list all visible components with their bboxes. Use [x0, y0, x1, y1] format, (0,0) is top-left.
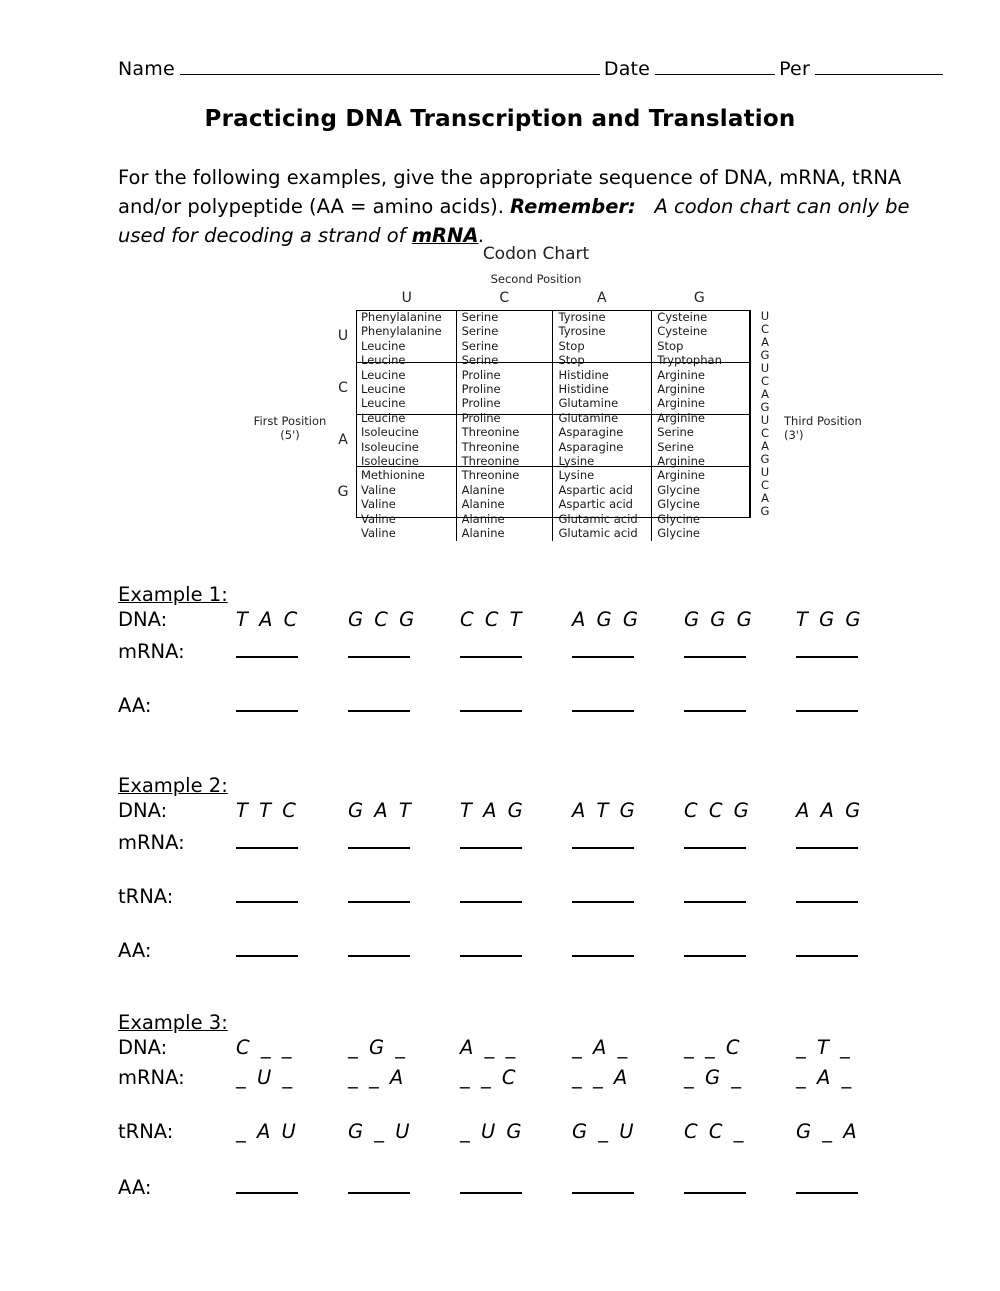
example-block [118, 1011, 908, 1228]
third-position-letter: C [760, 322, 770, 336]
second-position-label: Second Position [490, 272, 582, 286]
codon-chart-cell: Aspartic acid [553, 497, 652, 511]
third-position-letter: U [760, 413, 770, 427]
codon-chart-cell: Serine [652, 425, 750, 439]
codon-chart-cell: Glycine [652, 526, 750, 540]
codon-chart-cell: Glycine [652, 512, 750, 526]
col-head-c: C [499, 290, 510, 306]
codon-chart-cell: Glycine [652, 483, 750, 497]
codon-chart-cell: Alanine [456, 483, 553, 497]
sequence-codon: C _ _ [236, 1036, 295, 1059]
answer-blank[interactable] [348, 937, 460, 957]
codon-chart-cell: Phenylalanine [361, 324, 442, 339]
codon-chart-cell: Proline [456, 382, 553, 396]
codon-chart-cell: Isoleucine [361, 425, 419, 440]
codon-chart-cell: Asparagine [553, 440, 652, 454]
mrna-emphasis: mRNA [411, 224, 479, 247]
codon-chart-row [356, 382, 750, 396]
codon-chart-cell: Leucine [361, 382, 406, 397]
example-heading: Example 1: [118, 583, 228, 606]
codon-chart-cell: Valine [361, 526, 396, 541]
third-position-letter: G [760, 504, 770, 518]
sequence-codon: _ A _ [796, 1066, 854, 1089]
third-position-letter: A [761, 335, 769, 349]
codon-chart-cell: Stop [652, 339, 750, 353]
third-position-letter: U [760, 465, 770, 479]
sequence-row-label: DNA: [118, 799, 168, 822]
sequence-codon: T A G [460, 799, 526, 822]
sequence-codon: C C T [460, 608, 525, 631]
codon-chart-cell: Leucine [361, 367, 406, 382]
codon-chart-cell: Leucine [361, 353, 406, 368]
sequence-codon: C C G [684, 799, 752, 822]
sequence-codon: G _ U [572, 1120, 637, 1143]
answer-blank[interactable] [460, 883, 572, 903]
sequence-row-label: DNA: [118, 608, 168, 631]
codon-chart-table [356, 310, 750, 541]
codon-chart-divider-1 [356, 362, 750, 363]
sequence-codon: _ U G [460, 1120, 525, 1143]
codon-chart-cell: Threonine [456, 468, 553, 482]
codon-chart-cell: Arginine [652, 382, 750, 396]
sequence-row [118, 638, 908, 692]
codon-chart-cell: Arginine [652, 454, 750, 468]
sequence-codon: A G G [572, 608, 641, 631]
sequence-codon: T G G [796, 608, 864, 631]
codon-chart-title: Codon Chart [482, 244, 590, 264]
example-heading: Example 2: [118, 774, 228, 797]
answer-blank[interactable] [796, 692, 908, 712]
row-head-g: G [337, 484, 349, 500]
answer-blank[interactable] [572, 829, 684, 849]
codon-chart-cell: Arginine [652, 411, 750, 425]
sequence-cells [236, 1120, 908, 1143]
codon-chart-cell: Tyrosine [553, 310, 652, 324]
codon-chart-cell: Serine [456, 310, 553, 324]
codon-chart-body [356, 310, 750, 541]
sequence-cells [236, 883, 908, 903]
sequence-row [118, 608, 908, 638]
sequence-codon: _ A U [236, 1120, 299, 1143]
answer-blank[interactable] [348, 692, 460, 712]
codon-chart-cell: Glycine [652, 497, 750, 511]
name-input-rule[interactable] [180, 73, 600, 75]
third-position-letter: G [760, 348, 770, 362]
third-position-letter: A [761, 491, 769, 505]
third-position-letter: A [761, 387, 769, 401]
third-position-label [784, 414, 894, 442]
row-head-u: U [337, 328, 349, 344]
sequence-codon: _ _ A [348, 1066, 406, 1089]
sequence-row-label: mRNA: [118, 831, 185, 854]
sequence-codon: G _ A [796, 1120, 860, 1143]
codon-chart-cell: Arginine [652, 396, 750, 410]
codon-chart-cell: Cysteine [652, 310, 750, 324]
answer-blank[interactable] [796, 883, 908, 903]
sequence-cells [236, 937, 908, 957]
codon-chart-cell: Alanine [456, 526, 553, 540]
sequence-cells [236, 829, 908, 849]
sequence-row-label: tRNA: [118, 1120, 174, 1143]
sequence-codon: _ G _ [348, 1036, 408, 1059]
date-label: Date [603, 58, 651, 80]
sequence-codon: _ _ C [460, 1066, 519, 1089]
third-position-letter: U [760, 309, 770, 323]
sequence-codon: _ T _ [796, 1036, 853, 1059]
sequence-row-label: tRNA: [118, 885, 174, 908]
sequence-row [118, 1174, 908, 1228]
codon-chart-row [356, 440, 750, 454]
sequence-row [118, 1036, 908, 1066]
sequence-cells [236, 1174, 908, 1194]
codon-chart-row [356, 512, 750, 526]
codon-chart-cell: Threonine [456, 425, 553, 439]
codon-chart-cell: Glutamic acid [553, 512, 652, 526]
sequence-codon: T T C [236, 799, 299, 822]
sequence-codon: T A C [236, 608, 300, 631]
answer-blank[interactable] [348, 638, 460, 658]
answer-blank[interactable] [684, 937, 796, 957]
codon-chart-cell: Histidine [553, 382, 652, 396]
sequence-codon: G G G [684, 608, 755, 631]
first-position-label [236, 414, 344, 442]
col-head-g: G [693, 290, 705, 306]
third-position-sub: (3') [784, 428, 804, 442]
sequence-row-label: mRNA: [118, 1066, 185, 1089]
codon-chart-cell: Lysine [553, 454, 652, 468]
example-block [118, 583, 908, 746]
col-head-u: U [401, 290, 412, 306]
codon-chart-cell: Arginine [652, 368, 750, 382]
codon-chart-cell: Serine [652, 440, 750, 454]
answer-blank[interactable] [236, 829, 348, 849]
sequence-row-label: AA: [118, 1176, 152, 1199]
per-label: Per [779, 58, 810, 80]
instructions-period: . [478, 224, 485, 247]
codon-chart-cell: Proline [456, 411, 553, 425]
codon-chart-cell: Alanine [456, 497, 553, 511]
codon-chart-cell: Proline [456, 368, 553, 382]
answer-blank[interactable] [796, 638, 908, 658]
answer-blank[interactable] [572, 638, 684, 658]
sequence-cells [236, 608, 908, 631]
third-position-letter: A [761, 439, 769, 453]
codon-chart-cell: Glutamine [553, 411, 652, 425]
sequence-codon: _ A _ [572, 1036, 630, 1059]
codon-chart-cell: Isoleucine [361, 454, 419, 469]
answer-blank[interactable] [460, 1174, 572, 1194]
sequence-codon: G C G [348, 608, 417, 631]
answer-blank[interactable] [684, 829, 796, 849]
answer-blank[interactable] [796, 829, 908, 849]
sequence-codon: G A T [348, 799, 414, 822]
codon-chart-cell: Histidine [553, 368, 652, 382]
instructions-paragraph [118, 163, 942, 250]
answer-blank[interactable] [236, 1174, 348, 1194]
sequence-codon: A _ _ [460, 1036, 518, 1059]
answer-blank[interactable] [684, 883, 796, 903]
sequence-codon: _ G _ [684, 1066, 744, 1089]
sequence-row-label: AA: [118, 939, 152, 962]
answer-blank[interactable] [236, 692, 348, 712]
codon-chart-row [356, 411, 750, 425]
third-position-letter: C [760, 374, 770, 388]
answer-blank[interactable] [460, 692, 572, 712]
answer-blank[interactable] [572, 692, 684, 712]
codon-chart-cell: Leucine [361, 338, 406, 353]
remember-label: Remember: [510, 195, 636, 218]
name-label: Name [118, 58, 175, 80]
first-position-headers [332, 310, 354, 518]
codon-chart-cell: Glutamine [553, 396, 652, 410]
answer-blank[interactable] [684, 692, 796, 712]
third-position-letter: G [760, 400, 770, 414]
first-position-sub: (5') [280, 428, 300, 442]
answer-blank[interactable] [796, 1174, 908, 1194]
codon-chart-row [356, 497, 750, 511]
sequence-row [118, 829, 908, 883]
codon-chart-row [356, 468, 750, 482]
sequence-cells [236, 638, 908, 658]
codon-chart-row [356, 339, 750, 353]
third-position-letter: C [760, 478, 770, 492]
codon-chart-divider-2 [356, 414, 750, 415]
second-position-headers [358, 290, 748, 306]
codon-chart-cell: Valine [361, 482, 396, 497]
answer-blank[interactable] [348, 883, 460, 903]
codon-chart-cell: Tyrosine [553, 324, 652, 338]
codon-chart-cell: Threonine [456, 454, 553, 468]
sequence-codon: _ _ C [684, 1036, 743, 1059]
answer-blank[interactable] [236, 883, 348, 903]
sequence-cells [236, 799, 908, 822]
codon-chart-cell: Threonine [456, 440, 553, 454]
codon-chart-cell: Stop [553, 353, 652, 367]
codon-chart-cell: Methionine [361, 468, 425, 483]
date-input-rule[interactable] [655, 73, 775, 75]
sequence-row [118, 937, 908, 991]
codon-chart-row [356, 425, 750, 439]
codon-chart-row [356, 324, 750, 338]
answer-blank[interactable] [572, 937, 684, 957]
row-head-a: A [338, 432, 348, 448]
answer-blank[interactable] [572, 883, 684, 903]
third-position-letter: C [760, 426, 770, 440]
third-position-column [754, 310, 776, 518]
third-position-text: Third Position [784, 414, 862, 428]
answer-blank[interactable] [460, 829, 572, 849]
first-position-text: First Position [253, 414, 327, 428]
instructions-text-part2: A codon chart can only be used for decoding a strand of [118, 195, 910, 247]
sequence-codon: C C _ [684, 1120, 746, 1143]
codon-chart-cell: Stop [553, 339, 652, 353]
sequence-cells [236, 1036, 908, 1059]
answer-blank[interactable] [684, 1174, 796, 1194]
sequence-cells [236, 1066, 908, 1089]
per-input-rule[interactable] [815, 73, 943, 75]
answer-blank[interactable] [236, 937, 348, 957]
sequence-codon: A A G [796, 799, 863, 822]
codon-chart-cell: Valine [361, 497, 396, 512]
answer-blank[interactable] [460, 638, 572, 658]
third-position-divider [750, 310, 751, 518]
sequence-row [118, 1066, 908, 1120]
sequence-row [118, 883, 908, 937]
sequence-row-label: DNA: [118, 1036, 168, 1059]
codon-chart-cell: Glutamic acid [553, 526, 652, 540]
codon-chart-row [356, 368, 750, 382]
codon-chart-divider-3 [356, 466, 750, 467]
sequence-row [118, 692, 908, 746]
codon-chart-cell: Cysteine [652, 324, 750, 338]
codon-chart-row [356, 483, 750, 497]
example-block [118, 774, 908, 991]
third-position-letter: U [760, 361, 770, 375]
codon-chart-cell: Valine [361, 511, 396, 526]
student-info-line [118, 58, 940, 80]
codon-chart-row [356, 526, 750, 540]
third-position-letter: G [760, 452, 770, 466]
sequence-row-label: AA: [118, 694, 152, 717]
col-head-a: A [596, 290, 607, 306]
sequence-codon: A T G [572, 799, 638, 822]
codon-chart-cell: Aspartic acid [553, 483, 652, 497]
codon-chart-cell: Leucine [361, 396, 406, 411]
answer-blank[interactable] [572, 1174, 684, 1194]
codon-chart-cell: Leucine [361, 410, 406, 425]
codon-chart-row [356, 310, 750, 324]
codon-chart-cell: Serine [456, 324, 553, 338]
codon-chart [236, 244, 862, 554]
answer-blank[interactable] [236, 638, 348, 658]
answer-blank[interactable] [348, 829, 460, 849]
sequence-codon: _ _ A [572, 1066, 630, 1089]
codon-chart-cell: Alanine [456, 512, 553, 526]
example-heading: Example 3: [118, 1011, 228, 1034]
row-head-c: C [338, 380, 348, 396]
answer-blank[interactable] [348, 1174, 460, 1194]
codon-chart-cell: Lysine [553, 468, 652, 482]
codon-chart-cell: Serine [456, 339, 553, 353]
codon-chart-cell: Isoleucine [361, 439, 419, 454]
sequence-codon: _ U _ [236, 1066, 295, 1089]
codon-chart-cell: Tryptophan [652, 353, 750, 367]
answer-blank[interactable] [796, 937, 908, 957]
sequence-codon: G _ U [348, 1120, 413, 1143]
codon-chart-cell: Arginine [652, 468, 750, 482]
codon-chart-cell: Proline [456, 396, 553, 410]
instructions-text-part1: For the following examples, give the appropriate sequence of DNA, mRNA, tRNA and/or polypeptide (AA = amino acids). [118, 166, 902, 218]
codon-chart-cell: Phenylalanine [361, 310, 442, 324]
page-title: Practicing DNA Transcription and Translation [204, 106, 796, 132]
answer-blank[interactable] [684, 638, 796, 658]
sequence-row [118, 1120, 908, 1174]
codon-chart-row [356, 396, 750, 410]
codon-chart-cell: Serine [456, 353, 553, 367]
sequence-row [118, 799, 908, 829]
answer-blank[interactable] [460, 937, 572, 957]
sequence-cells [236, 692, 908, 712]
sequence-row-label: mRNA: [118, 640, 185, 663]
codon-chart-cell: Asparagine [553, 425, 652, 439]
codon-chart-row [356, 353, 750, 367]
